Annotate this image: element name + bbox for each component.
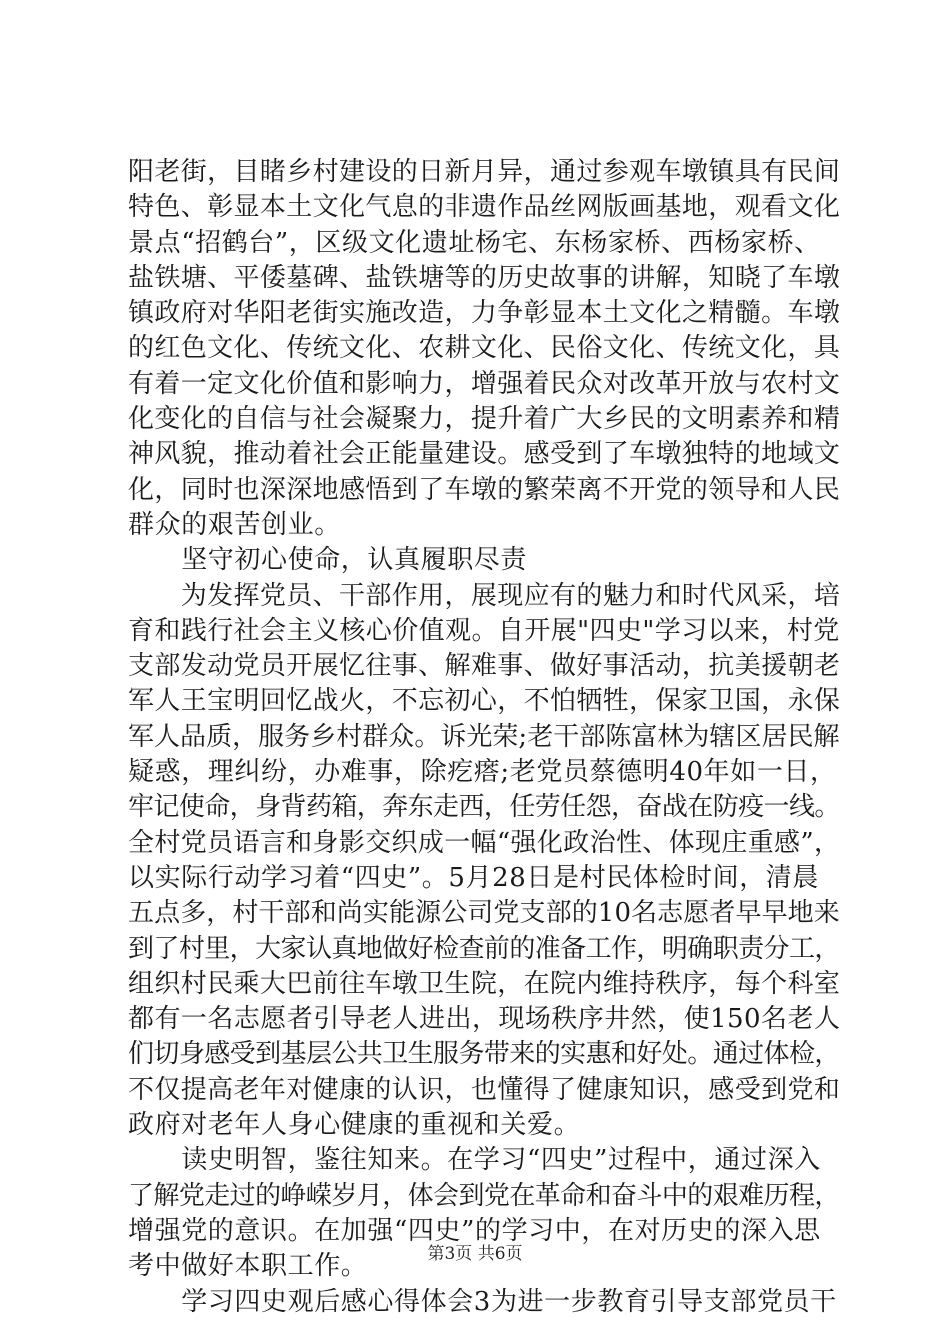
text-line: 坚守初心使命，认真履职尽责: [128, 545, 528, 576]
text-line: 有着一定文化价值和影响力，增强着民众对改革开放与农村文: [128, 368, 841, 399]
text-line: 育和践行社会主义核心价值观。自开展"四史"学习以来，村党: [128, 615, 840, 646]
text-line: 支部发动党员开展忆往事、解难事、做好事活动，抗美援朝老: [128, 651, 841, 682]
text-line: 学习四史观后感心得体会3为进一步教育引导支部党员干: [128, 1286, 837, 1317]
text-line: 盐铁塘、平倭墓碑、盐铁塘等的历史故事的讲解，知晓了车墩: [128, 262, 841, 293]
text-line: 阳老街，目睹乡村建设的日新月异，通过参观车墩镇具有民间: [128, 157, 841, 187]
text-line: 五点多，村干部和尚实能源公司党支部的10名志愿者早早地来: [128, 898, 840, 929]
body-text: [128, 155, 841, 1320]
text-line: 们切身感受到基层公共卫生服务带来的实惠和好处。通过体检，: [128, 1039, 840, 1070]
text-line: 镇政府对华阳老街实施改造，力争彰显本土文化之精髓。车墩: [128, 298, 841, 329]
text-line: 考中做好本职工作。: [128, 1251, 368, 1282]
text-line: 不仅提高老年对健康的认识，也懂得了健康知识，感受到党和: [128, 1074, 841, 1105]
text-line: 的红色文化、传统文化、农耕文化、民俗文化、传统文化，具: [128, 333, 841, 364]
text-line: 以实际行动学习着“四史”。5月28日是村民体检时间，清晨: [128, 862, 820, 893]
page-footer: 第3页 共6页: [427, 1244, 523, 1264]
text-line: 了解党走过的峥嵘岁月，体会到党在革命和奋斗中的艰难历程，: [128, 1180, 840, 1211]
text-line: 增强党的意识。在加强“四史”的学习中，在对历史的深入思: [128, 1215, 821, 1246]
text-line: 全村党员语言和身影交织成一幅“强化政治性、体现庄重感”，: [128, 827, 841, 858]
text-line: 组织村民乘大巴前往车墩卫生院，在院内维持秩序，每个科室: [128, 968, 841, 999]
text-line: 特色、彰显本土文化气息的非遗作品丝网版画基地，观看文化: [128, 192, 841, 223]
text-line: 化，同时也深深地感悟到了车墩的繁荣离不开党的领导和人民: [128, 474, 841, 505]
text-line: 牢记使命，身背药箱，奔东走西，任劳任怨，奋战在防疫一线。: [128, 792, 840, 823]
text-line: 政府对老年人身心健康的重视和关爱。: [128, 1110, 581, 1141]
text-line: 到了村里，大家认真地做好检查前的准备工作，明确职责分工，: [128, 933, 840, 964]
text-line: 群众的艰苦创业。: [128, 509, 341, 540]
text-line: 为发挥党员、干部作用，展现应有的魅力和时代风采，培: [128, 580, 841, 611]
text-line: 读史明智，鉴往知来。在学习“四史”过程中，通过深入: [128, 1145, 821, 1176]
text-line: 景点“招鹤台”，区级文化遗址杨宅、东杨家桥、西杨家桥、: [128, 227, 821, 258]
text-line: 化变化的自信与社会凝聚力，提升着广大乡民的文明素养和精: [128, 404, 841, 435]
text-line: 疑惑，理纠纷，办难事，除疙瘩;老党员蔡德明40年如一日，: [128, 757, 837, 788]
text-line: 神风貌，推动着社会正能量建设。感受到了车墩独特的地域文: [128, 439, 841, 470]
text-line: 都有一名志愿者引导老人进出，现场秩序井然，使150名老人: [128, 1004, 841, 1035]
text-line: 军人品质，服务乡村群众。诉光荣;老干部陈富林为辖区居民解: [128, 721, 840, 752]
text-line: 军人王宝明回忆战火，不忘初心，不怕牺牲，保家卫国，永保: [128, 686, 841, 717]
